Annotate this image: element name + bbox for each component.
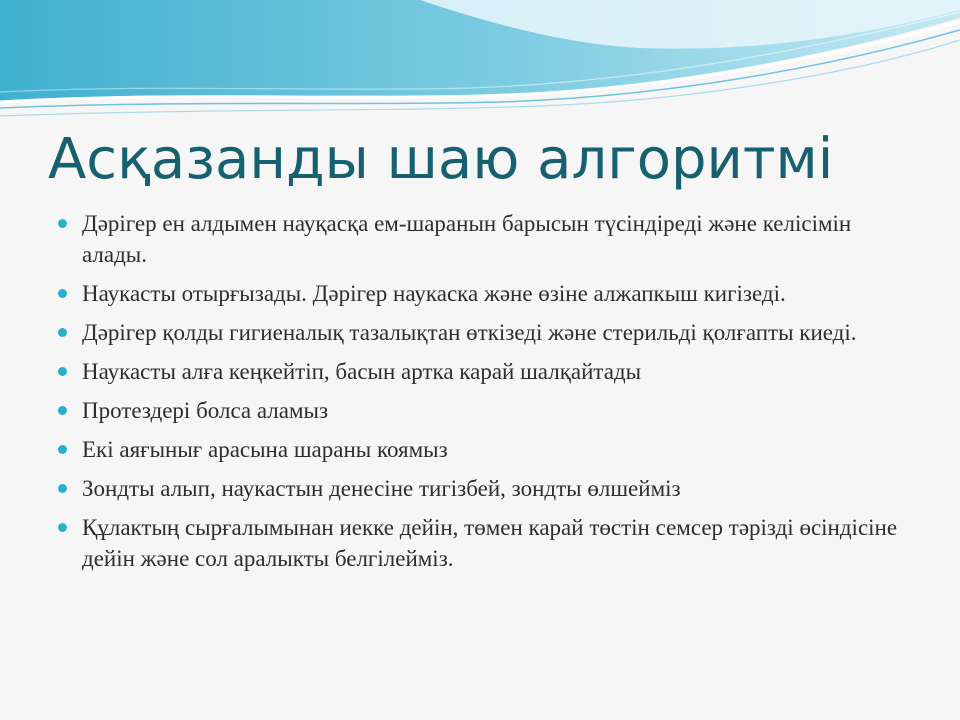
bullet-icon xyxy=(58,484,67,493)
list-item xyxy=(58,395,918,426)
bullet-list xyxy=(58,208,918,582)
bullet-icon xyxy=(58,367,67,376)
bullet-text: Наукасты алға кеңкейтіп, басын артка карай шалқайтады xyxy=(82,359,642,384)
bullet-text: Зондты алып, наукастын денесіне тигізбей, зондты өлшейміз xyxy=(82,476,681,501)
header-wave-decoration xyxy=(0,0,960,130)
bullet-icon xyxy=(58,289,67,298)
list-item xyxy=(58,512,918,574)
list-item xyxy=(58,473,918,504)
bullet-icon xyxy=(58,445,67,454)
bullet-text: Протездері болса аламыз xyxy=(82,398,329,423)
bullet-text: Дәрігер ен алдымен науқасқа ем-шаранын барысын түсіндіреді және келісімін алады. xyxy=(82,211,852,267)
bullet-text: Екі аяғынығ арасына шараны коямыз xyxy=(82,437,448,462)
list-item xyxy=(58,278,918,309)
list-item xyxy=(58,356,918,387)
bullet-text: Дәрігер қолды гигиеналық тазалықтан өткізеді және стерильді қолғапты киеді. xyxy=(82,320,857,345)
list-item xyxy=(58,208,918,270)
bullet-text: Құлактың сырғалымынан иекке дейін, төмен карай төстін семсер тәрізді өсіндісіне дейін және сол аралыкты белгілейміз. xyxy=(82,515,898,571)
slide-title: Асқазанды шаю алгоритмі xyxy=(48,127,834,192)
bullet-icon xyxy=(58,523,67,532)
bullet-icon xyxy=(58,219,67,228)
bullet-icon xyxy=(58,406,67,415)
bullet-icon xyxy=(58,328,67,337)
bullet-text: Наукасты отырғызады. Дәрігер наукаска және өзіне алжапкыш кигізеді. xyxy=(82,281,786,306)
list-item xyxy=(58,434,918,465)
list-item xyxy=(58,317,918,348)
